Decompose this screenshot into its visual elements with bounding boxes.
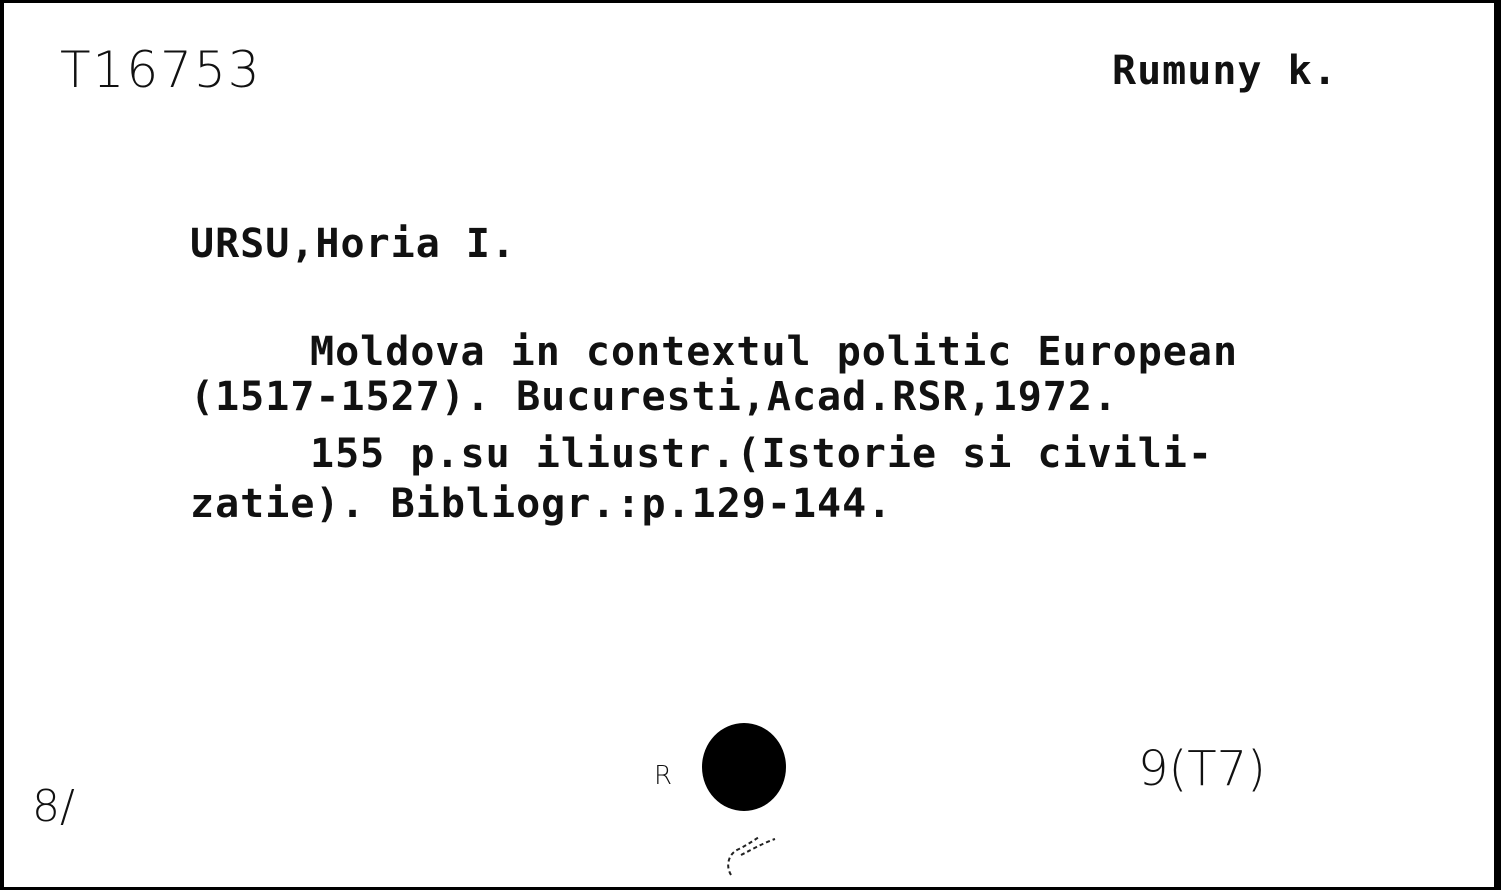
author-heading: URSU,Horia I. (190, 221, 517, 267)
catalog-card (4, 3, 1494, 887)
call-number: T16753 (60, 41, 262, 99)
handwritten-note-middle: R (654, 761, 673, 791)
punch-hole (702, 723, 786, 811)
scribble-mark (719, 825, 789, 885)
handwritten-note-left: 8/ (32, 781, 75, 832)
subject-heading: Rumuny k. (1112, 48, 1338, 94)
handwritten-note-right: 9(T7) (1138, 741, 1266, 797)
title-line: Moldova in contextul politic European (310, 329, 1239, 375)
imprint-line: (1517-1527). Bucuresti,Acad.RSR,1972. (190, 374, 1119, 420)
collation-line: 155 p.su iliustr.(Istorie si civili- (310, 431, 1213, 477)
bibliography-line: zatie). Bibliogr.:p.129-144. (190, 481, 893, 527)
